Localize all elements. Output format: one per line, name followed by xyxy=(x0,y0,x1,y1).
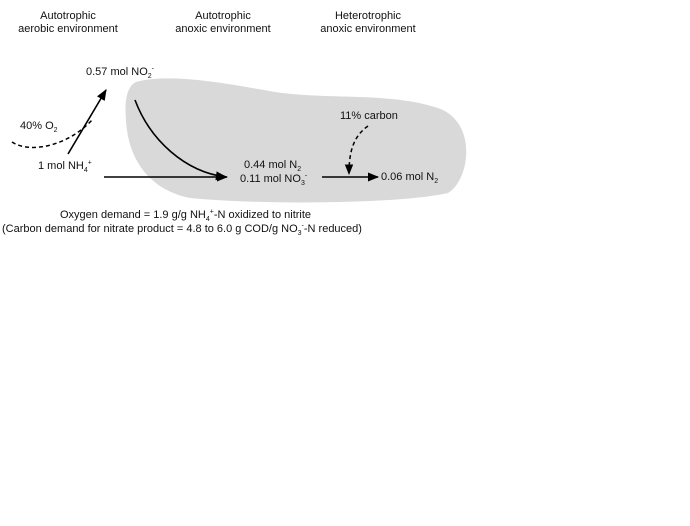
nitrite-label: 0.57 mol $NO_2^-$ xyxy=(86,65,154,81)
header-aerobic-line1: Autotrophic xyxy=(40,10,96,22)
nitrate-label: 0.11 mol $NO_3^-$ xyxy=(240,172,308,188)
ammonium-label: 1 mol $NH_4^+$ xyxy=(38,159,92,175)
header-aerobic-line2: aerobic environment xyxy=(18,23,118,35)
header-hetero-line2: anoxic environment xyxy=(320,23,416,35)
header-autotrophic-anoxic xyxy=(162,10,284,36)
header-hetero-line1: Heterotrophic xyxy=(334,10,402,22)
header-heterotrophic-anoxic xyxy=(306,10,430,36)
carbon-label: 11% carbon xyxy=(340,110,398,122)
n2-heterotrophic-label: 0.06 mol $N_2$ xyxy=(381,171,439,186)
oxygen-label: 40% $O_2$ xyxy=(20,120,58,135)
oxygen-demand-note: Oxygen demand = 1.9 g/g $NH_4^+-N$ oxidized to nitrite xyxy=(60,208,312,224)
nitritation-arrow xyxy=(68,90,106,154)
header-anoxic-line2: anoxic environment xyxy=(175,23,271,35)
header-anoxic-line1: Autotrophic xyxy=(195,10,251,22)
n2-autotrophic-label: 0.44 mol $N_2$ xyxy=(244,159,302,174)
carbon-demand-note: (Carbon demand for nitrate product = 4.8 to 6.0 g COD/g $NO_3^--N$ reduced) xyxy=(2,222,362,238)
header-aerobic xyxy=(6,10,130,36)
